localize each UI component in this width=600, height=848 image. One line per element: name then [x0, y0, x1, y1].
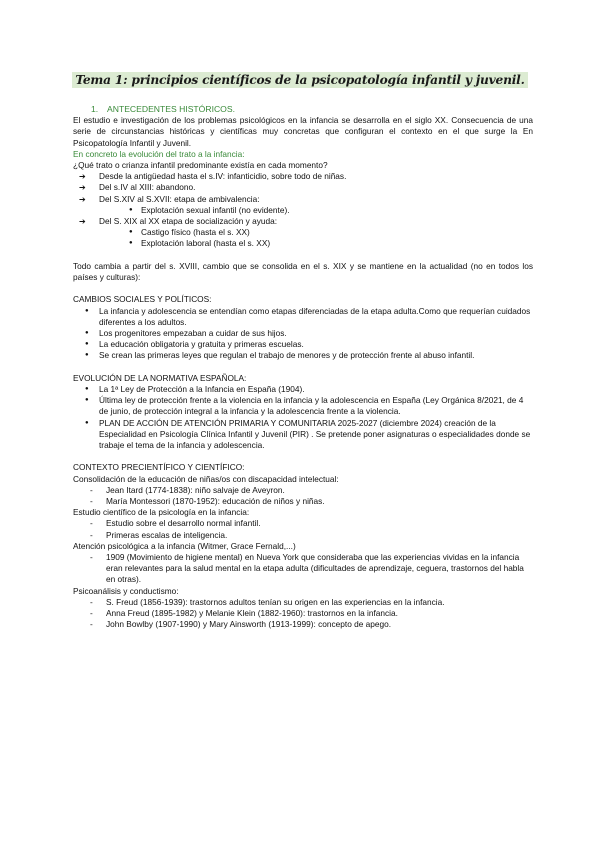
list-item: - Primeras escalas de inteligencia.: [73, 530, 533, 541]
era-list: [73, 216, 533, 227]
list-item: - 1909 (Movimiento de higiene mental) en Nueva York que consideraba que las experiencias vividas en la infancia eran relevantes para la salud mental en la etapa adulta (dificultades de aprendizaje, ceguera, trastornos del habla en otras).: [73, 552, 533, 586]
list-item: ● La infancia y adolescencia se entendían como etapas diferenciadas de la etapa adulta.Como que requerían cuidados diferentes a los adultos.: [73, 306, 533, 328]
group-heading: Psicoanálisis y conductismo:: [73, 585, 179, 596]
list-item: ● Castigo físico (hasta el s. XX): [73, 227, 533, 238]
intro-paragraph: El estudio e investigación de los problemas psicológicos en la infancia se desarrolla en el siglo XX. Consecuencia de una serie de circunstancias históricas y científicas muy concretas que configuran el contexto en el que surge la En Psicopatología Infantil y Juvenil.: [73, 115, 533, 148]
list-item: ● La 1ª Ley de Protección a la Infancia en España (1904).: [73, 384, 533, 395]
list-item: ● Última ley de protección frente a la violencia en la infancia y la adolescencia en España (Ley Orgánica 8/2021, de 4 de junio, de protección integral a la infancia y la adolescencia frente a la violencia.: [73, 395, 533, 417]
era-list: [73, 171, 533, 205]
document-title: Tema 1: principios científicos de la psicopatología infantil y juvenil.: [72, 72, 527, 88]
list-item: - Estudio sobre el desarrollo normal infantil.: [73, 518, 533, 529]
list-item: - John Bowlby (1907-1990) y Mary Ainsworth (1913-1999): concepto de apego.: [73, 619, 533, 630]
title-container: [0, 71, 600, 89]
group-heading: Consolidación de la educación de niñas/os con discapacidad intelectual:: [73, 473, 339, 484]
group-heading: Atención psicológica a la infancia (Witmer, Grace Fernald,...): [73, 540, 296, 551]
section-number: 1.: [91, 104, 99, 114]
list-item: - Jean Itard (1774-1838): niño salvaje de Aveyron.: [73, 485, 533, 496]
cambios-heading: CAMBIOS SOCIALES Y POLÍTICOS:: [73, 294, 212, 305]
list-item: ➔ Desde la antigüedad hasta el s.IV: infanticidio, sobre todo de niñas.: [73, 171, 533, 182]
cambios-list: [73, 306, 533, 362]
contexto-list: [73, 518, 533, 540]
document-body: [73, 104, 533, 630]
list-item: ➔ Del S. XIX al XX etapa de socialización y ayuda:: [73, 216, 533, 227]
list-item: ➔ Del s.IV al XIII: abandono.: [73, 182, 533, 193]
normativa-list: [73, 384, 533, 451]
group-heading: Estudio científico de la psicología en la infancia:: [73, 507, 250, 518]
list-item: ● Los progenitores empezaban a cuidar de sus hijos.: [73, 328, 533, 339]
list-item: - Anna Freud (1895-1982) y Melanie Klein (1882-1960): trastornos en la infancia.: [73, 608, 533, 619]
contexto-list: [73, 485, 533, 507]
list-item: ● PLAN DE ACCIÓN DE ATENCIÓN PRIMARIA Y COMUNITARIA 2025-2027 (diciembre 2024) creación de la Especialidad en Psicología Clínica Infantil y Juvenil (PIR) . Se pretende poner asignaturas o especialidades donde se trabaje el tema de la infancia y adolescencia.: [73, 418, 533, 452]
section-title: ANTECEDENTES HISTÓRICOS.: [107, 104, 235, 114]
list-item: ● Se crean las primeras leyes que regulan el trabajo de menores y de protección frente al abuso infantil.: [73, 350, 533, 361]
normativa-heading: EVOLUCIÓN DE LA NORMATIVA ESPAÑOLA:: [73, 372, 247, 383]
era-sublist: [73, 227, 533, 249]
contexto-list: [73, 597, 533, 631]
era-sublist: [73, 205, 533, 216]
list-item: ● Explotación laboral (hasta el s. XX): [73, 238, 533, 249]
contexto-list: [73, 552, 533, 586]
question: ¿Qué trato o crianza infantil predominante existía en cada momento?: [73, 160, 328, 171]
change-paragraph: Todo cambia a partir del s. XVIII, cambio que se consolida en el s. XIX y se mantiene en la actualidad (no en todos los países y culturas):: [73, 260, 533, 283]
contexto-heading: CONTEXTO PRECIENTÍFICO Y CIENTÍFICO:: [73, 462, 245, 473]
list-item: ➔ Del S.XIV al S.XVII: etapa de ambivalencia:: [73, 194, 533, 205]
section-heading: [73, 104, 533, 115]
list-item: - S. Freud (1856-1939): trastornos adultos tenían su origen en las experiencias en la infancia.: [73, 597, 533, 608]
list-item: - María Montessori (1870-1952): educación de niños y niñas.: [73, 496, 533, 507]
list-item: ● La educación obligatoria y gratuita y primeras escuelas.: [73, 339, 533, 350]
list-item: ● Explotación sexual infantil (no evidente).: [73, 205, 533, 216]
subheading: En concreto la evolución del trato a la infancia:: [73, 148, 245, 159]
